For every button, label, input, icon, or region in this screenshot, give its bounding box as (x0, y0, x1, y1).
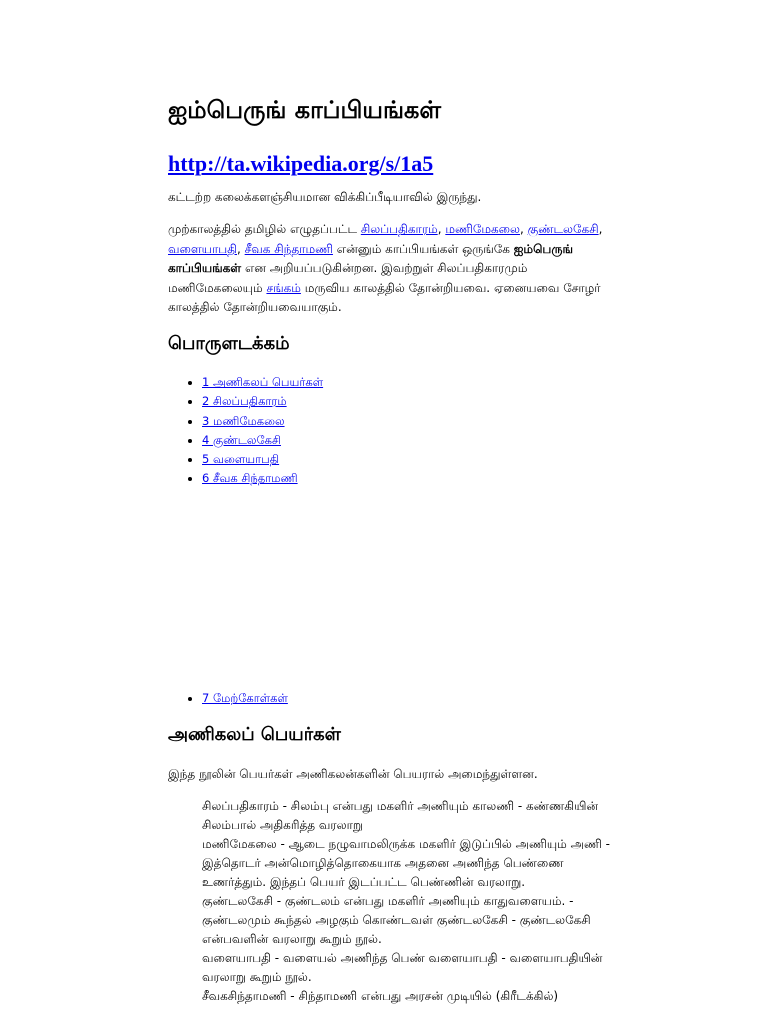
link-kundalakesi[interactable]: குண்டலகேசி (527, 222, 599, 236)
toc-list (168, 373, 323, 489)
separator: , (520, 222, 528, 236)
quote-line-silappathikaram: சிலப்பதிகாரம் - சிலம்பு என்பது மகளிர் அணியும் காலணி - கண்ணகியின் சிலம்பால் அதிகரித்த வரலாறு (202, 799, 599, 832)
toc-list-continued (168, 689, 288, 708)
intro-paragraph (168, 220, 618, 318)
source-subtitle: கட்டற்ற கலைக்களஞ்சியமான விக்கிப்பீடியாவில் இருந்து. (168, 190, 482, 204)
separator: , (598, 222, 603, 236)
toc-heading: பொருளடக்கம் (168, 333, 290, 354)
source-url-link[interactable]: http://ta.wikipedia.org/s/1a5 (168, 151, 434, 176)
toc-link-manimegalai[interactable]: 3 மணிமேகலை (202, 413, 285, 428)
section-description: இந்த நூலின் பெயர்கள் அணிகலன்களின் பெயரால் அமைந்துள்ளன. (168, 767, 538, 781)
quote-line-seevaka-sinthamani: சீவகசிந்தாமணி - சிந்தாமணி என்பது அரசன் முடியில் (கிரீடக்கில்) (202, 989, 559, 1003)
toc-item (202, 431, 323, 450)
section-blockquote (202, 797, 618, 1006)
section-heading: அணிகலப் பெயர்கள் (168, 724, 341, 745)
toc-item (202, 469, 323, 488)
link-seevaka-sinthamani[interactable]: சீவக சிந்தாமணி (244, 241, 333, 256)
quote-line-manimegalai: மணிமேகலை - ஆடை நழுவாமலிருக்க மகளிர் இடுப்பில் அணியும் அணி - இத்தொடர் அன்மொழித்தொகையாக அதனை அணிந்த பெண்ணை உணர்த்தும். இந்தப் பெயர் இடப்பட்ட பெண்ணின் வரலாறு. (202, 837, 610, 889)
separator: , (237, 241, 245, 256)
quote-line-valaiyapathi: வளையாபதி - வளையல் அணிந்த பெண் வளையாபதி - வளையாபதியின் வரலாறு கூறும் நூல். (202, 951, 603, 984)
toc-item (202, 412, 323, 431)
intro-text: என அறியப்படுகின்றன. இவற்றுள் சிலப்பதிகாரமும் மணிமேகலையும் (168, 261, 528, 295)
toc-link-kundalakesi[interactable]: 4 குண்டலகேசி (202, 432, 281, 447)
toc-link-ornament-names[interactable]: 1 அணிகலப் பெயர்கள் (202, 375, 324, 389)
toc-link-silappathikaram[interactable]: 2 சிலப்பதிகாரம் (202, 394, 287, 409)
quote-line-kundalakesi: குண்டலகேசி - குண்டலம் என்பது மகளிர் அணியும் காதுவளையம். - குண்டலமும் கூந்தல் அழகும் கொண்டவள் குண்டலகேசி - குண்டலகேசி என்பவளின் வரலாறு கூறும் நூல். (202, 894, 591, 946)
toc-link-references[interactable]: 7 மேற்கோள்கள் (202, 691, 288, 705)
link-manimegalai[interactable]: மணிமேகலை (445, 222, 520, 236)
toc-link-valaiyapathi[interactable]: 5 வளையாபதி (202, 452, 280, 467)
toc-item (202, 450, 323, 469)
link-silappathikaram[interactable]: சிலப்பதிகாரம் (360, 222, 438, 236)
intro-bold-term: ஐம்பெருங் காப்பியங்கள் (168, 241, 573, 275)
toc-item (202, 392, 323, 411)
page-title: ஐம்பெருங் காப்பியங்கள் (168, 96, 441, 124)
intro-text: முற்காலத்தில் தமிழில் எழுதப்பட்ட (168, 222, 361, 236)
intro-text: மருவிய காலத்தில் தோன்றியவை. ஏனையவை சோழர் காலத்தில் தோன்றியவையாகும். (168, 280, 601, 314)
intro-text: என்னும் காப்பியங்கள் ஒருங்கே (332, 241, 514, 256)
toc-link-seevaka-sinthamani[interactable]: 6 சீவக சிந்தாமணி (202, 471, 298, 486)
link-valaiyapathi[interactable]: வளையாபதி (168, 241, 237, 256)
link-sangam[interactable]: சங்கம் (266, 280, 301, 295)
toc-item (202, 373, 323, 392)
toc-item (202, 689, 288, 708)
separator: , (437, 222, 446, 236)
